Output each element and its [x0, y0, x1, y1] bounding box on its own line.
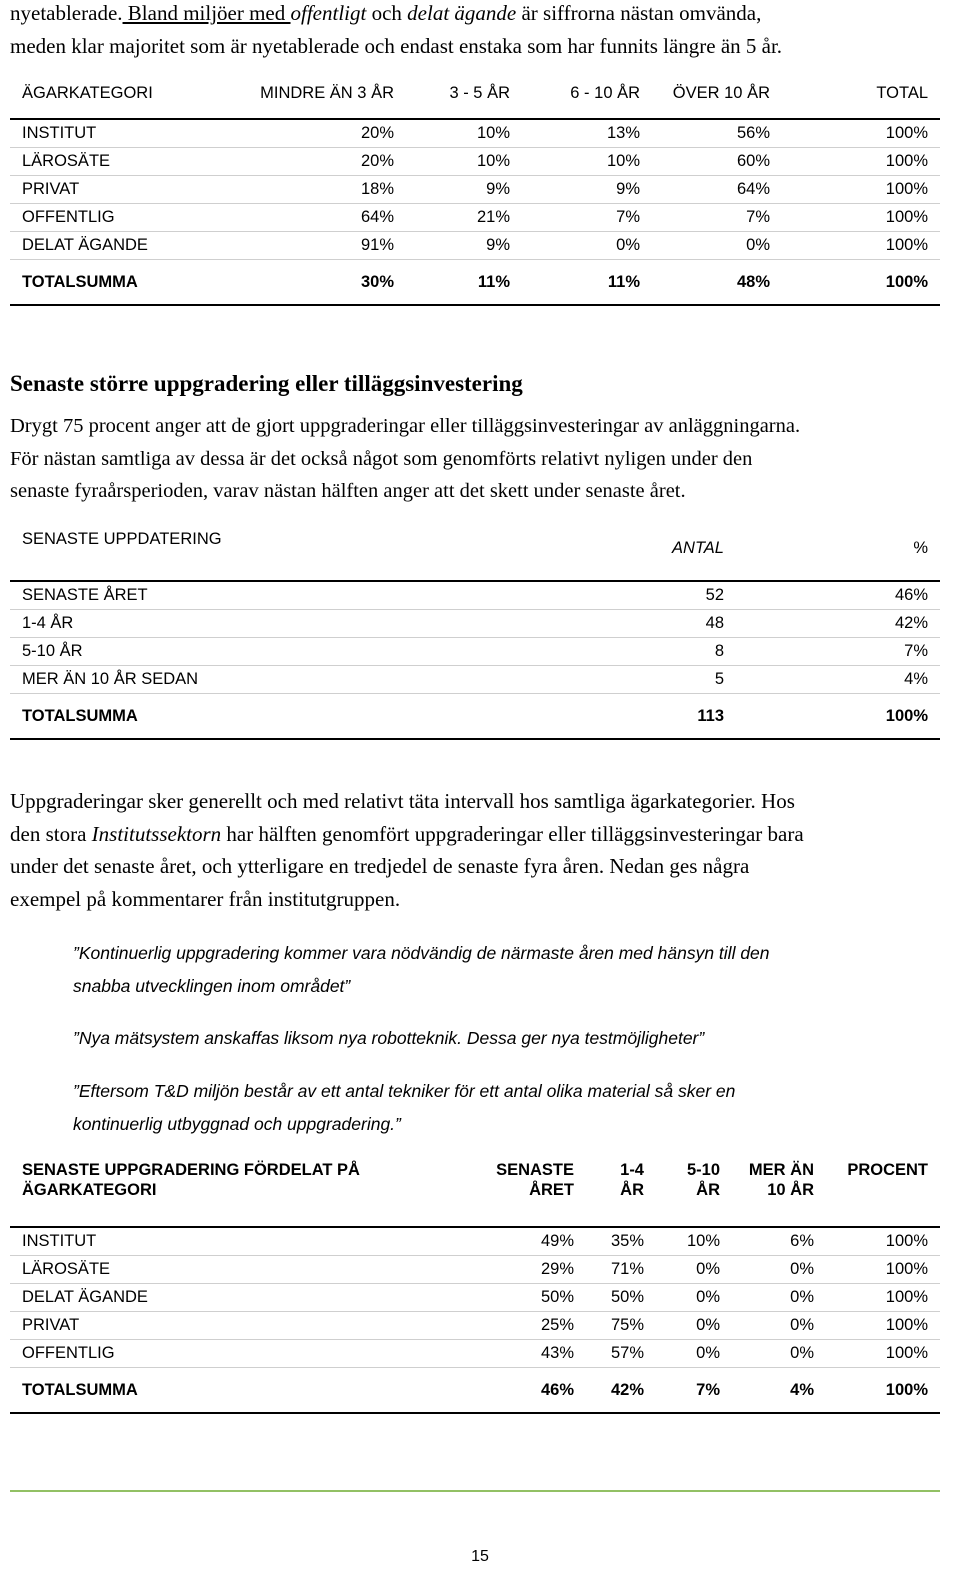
column-header — [826, 1152, 940, 1227]
paragraph-text: har hälften genomfört uppgraderingar eller tilläggsinvesteringar bara — [221, 821, 804, 846]
header-line: ÅRET — [529, 1181, 574, 1199]
intro-text: är siffrorna nästan omvända, — [516, 1, 762, 25]
row-label: OFFENTLIG — [10, 204, 210, 232]
intro-italic-offentligt: offentligt — [290, 1, 367, 25]
row-label: TOTALSUMMA — [10, 694, 480, 740]
table-cell: 8 — [480, 638, 736, 666]
table-cell: 64% — [652, 176, 782, 204]
table-cell: 0% — [656, 1256, 732, 1284]
header-line: ÅR — [620, 1181, 644, 1199]
table-cell: 7% — [652, 204, 782, 232]
table-cell: 100% — [782, 119, 940, 148]
column-header: MINDRE ÄN 3 ÅR — [260, 83, 394, 102]
column-header: SENASTE UPPDATERING — [22, 530, 222, 548]
paragraph-line: senaste fyraårsperioden, varav nästan hälften anger att det skett under senaste året. — [10, 480, 686, 502]
row-label: PRIVAT — [10, 1312, 450, 1340]
column-header — [586, 1152, 656, 1227]
table-total-row — [10, 260, 940, 306]
table-cell: 50% — [450, 1284, 586, 1312]
table-row — [10, 232, 940, 260]
table-cell: 100% — [826, 1227, 940, 1256]
table-total-row — [10, 694, 940, 740]
table-cell: 9% — [522, 176, 652, 204]
table-row — [10, 1312, 940, 1340]
row-label: TOTALSUMMA — [10, 260, 210, 306]
quote-3 — [73, 1075, 893, 1141]
header-line: 5-10 — [686, 1161, 720, 1179]
table-row — [10, 581, 940, 610]
table-cell: 49% — [450, 1227, 586, 1256]
table-cell: 48 — [480, 610, 736, 638]
table-cell: 0% — [732, 1340, 826, 1368]
column-header: ÖVER 10 ÅR — [672, 83, 770, 102]
row-label: TOTALSUMMA — [10, 1368, 450, 1414]
paragraph-line: För nästan samtliga av dessa är det också något som genomförts relativt nyligen under den — [10, 447, 753, 470]
table-row — [10, 1284, 940, 1312]
table-cell: 0% — [732, 1284, 826, 1312]
paragraph-line: Drygt 75 procent anger att de gjort uppgraderingar eller tilläggsinvesteringar av anläggningarna. — [10, 415, 801, 437]
row-label: DELAT ÄGANDE — [10, 232, 210, 260]
row-label: OFFENTLIG — [10, 1340, 450, 1368]
table-cell: 0% — [652, 232, 782, 260]
quote-line: snabba utvecklingen inom området” — [73, 976, 351, 996]
table-cell: 57% — [586, 1340, 656, 1368]
table-cell: 30% — [210, 260, 406, 306]
intro-paragraph — [10, 0, 950, 62]
table-cell: 100% — [782, 232, 940, 260]
upgrade-frequency-paragraph — [10, 785, 950, 915]
table-cell: 0% — [656, 1284, 732, 1312]
quote-1 — [73, 937, 893, 1003]
table-cell: 6% — [732, 1227, 826, 1256]
table-row — [10, 148, 940, 176]
latest-update-table — [10, 516, 940, 740]
table-cell: 9% — [406, 176, 522, 204]
table-cell: 18% — [210, 176, 406, 204]
table-cell: 100% — [826, 1284, 940, 1312]
table-row — [10, 666, 940, 694]
column-header — [656, 1152, 732, 1227]
quote-2 — [73, 1022, 893, 1055]
table-cell: 5 — [480, 666, 736, 694]
section-heading: Senaste större uppgradering eller tilläggsinvestering — [10, 371, 523, 396]
intro-line-2: meden klar majoritet som är nyetablerade och endast enstaka som har funnits längre än 5 år. — [10, 33, 783, 58]
table-cell: 29% — [450, 1256, 586, 1284]
intro-text: nyetablerade. — [10, 1, 123, 25]
intro-text: och — [366, 1, 408, 25]
upgrade-paragraph — [10, 410, 950, 508]
table-cell: 25% — [450, 1312, 586, 1340]
column-header: ÄGARKATEGORI — [22, 83, 153, 102]
ownership-age-table — [10, 68, 940, 306]
table-cell: 100% — [782, 204, 940, 232]
column-header — [450, 1152, 586, 1227]
table-cell: 71% — [586, 1256, 656, 1284]
table-cell: 43% — [450, 1340, 586, 1368]
row-label: INSTITUT — [10, 119, 210, 148]
table-cell: 0% — [522, 232, 652, 260]
footer-divider — [10, 1490, 940, 1492]
table-row — [10, 610, 940, 638]
table-cell: 60% — [652, 148, 782, 176]
table-cell: 100% — [782, 260, 940, 306]
row-label: MER ÄN 10 ÅR SEDAN — [10, 666, 480, 694]
paragraph-line: exempel på kommentarer från institutgruppen. — [10, 886, 401, 911]
intro-text: Bland miljöer med — [122, 1, 291, 25]
table-cell: 10% — [656, 1227, 732, 1256]
table-cell: 91% — [210, 232, 406, 260]
table-header-row — [10, 516, 940, 581]
column-header: % — [913, 538, 928, 557]
table-cell: 11% — [522, 260, 652, 306]
quote-line: kontinuerlig utbyggnad och uppgradering.” — [73, 1114, 401, 1134]
intro-italic-delat-agande: delat ägande — [407, 1, 517, 25]
header-line: ÅR — [696, 1181, 720, 1199]
paragraph-line: Uppgraderingar sker generellt och med relativt täta intervall hos samtliga ägarkategorier. Hos — [10, 789, 795, 813]
table-cell: 42% — [586, 1368, 656, 1414]
table-cell: 20% — [210, 119, 406, 148]
table-cell: 48% — [652, 260, 782, 306]
table-cell: 9% — [406, 232, 522, 260]
column-header — [10, 1152, 450, 1227]
column-header: 3 - 5 ÅR — [449, 83, 510, 102]
table-header-row — [10, 68, 940, 119]
column-header: 6 - 10 ÅR — [570, 83, 640, 102]
table-cell: 7% — [656, 1368, 732, 1414]
paragraph-text: den stora — [10, 821, 92, 846]
table-cell: 100% — [826, 1256, 940, 1284]
paragraph-line — [10, 818, 950, 851]
table-row — [10, 204, 940, 232]
table-cell: 11% — [406, 260, 522, 306]
intro-line-1 — [10, 0, 950, 30]
table-cell: 42% — [736, 610, 940, 638]
table-header-row — [10, 1152, 940, 1227]
table-cell: 100% — [782, 176, 940, 204]
row-label: LÄROSÄTE — [10, 1256, 450, 1284]
table-cell: 100% — [826, 1368, 940, 1414]
row-label: 5-10 ÅR — [10, 638, 480, 666]
row-label: PRIVAT — [10, 176, 210, 204]
upgrade-by-owner-table — [10, 1152, 940, 1414]
table-row — [10, 1340, 940, 1368]
header-line: ÄGARKATEGORI — [22, 1181, 157, 1199]
table-cell: 100% — [826, 1340, 940, 1368]
header-line: 1-4 — [620, 1161, 644, 1179]
table-cell: 7% — [522, 204, 652, 232]
italic-institutssektorn: Institutssektorn — [91, 821, 222, 846]
table-cell: 0% — [732, 1256, 826, 1284]
table-cell: 4% — [736, 666, 940, 694]
row-label: 1-4 ÅR — [10, 610, 480, 638]
row-label: DELAT ÄGANDE — [10, 1284, 450, 1312]
table-row — [10, 1256, 940, 1284]
table-cell: 0% — [732, 1312, 826, 1340]
table-cell: 64% — [210, 204, 406, 232]
column-header — [732, 1152, 826, 1227]
header-line: SENASTE — [496, 1161, 574, 1179]
row-label: INSTITUT — [10, 1227, 450, 1256]
table-cell: 46% — [736, 581, 940, 610]
table-cell: 10% — [406, 119, 522, 148]
header-line: MER ÄN — [748, 1161, 814, 1179]
table-row — [10, 638, 940, 666]
table-cell: 4% — [732, 1368, 826, 1414]
column-header: TOTAL — [876, 83, 928, 102]
page-number: 15 — [471, 1548, 489, 1565]
table-cell: 0% — [656, 1340, 732, 1368]
paragraph-line: under det senaste året, och ytterligare en tredjedel de senaste fyra åren. Nedan ges några — [10, 854, 750, 878]
table-cell: 100% — [782, 148, 940, 176]
table-cell: 52 — [480, 581, 736, 610]
table-cell: 100% — [736, 694, 940, 740]
table-cell: 7% — [736, 638, 940, 666]
table-cell: 13% — [522, 119, 652, 148]
table-cell: 0% — [656, 1312, 732, 1340]
quote-line: ”Nya mätsystem anskaffas liksom nya robotteknik. Dessa ger nya testmöjligheter” — [73, 1028, 705, 1048]
header-line: PROCENT — [847, 1161, 928, 1179]
table-cell: 10% — [522, 148, 652, 176]
table-cell: 20% — [210, 148, 406, 176]
header-line: 10 ÅR — [767, 1181, 814, 1199]
quote-line: ”Eftersom T&D miljön består av ett antal tekniker för ett antal olika material så sker en — [73, 1081, 736, 1101]
table-cell: 100% — [826, 1312, 940, 1340]
row-label: SENASTE ÅRET — [10, 581, 480, 610]
table-cell: 10% — [406, 148, 522, 176]
quote-line: ”Kontinuerlig uppgradering kommer vara nödvändig de närmaste åren med hänsyn till den — [73, 943, 770, 963]
table-total-row — [10, 1368, 940, 1414]
table-row — [10, 1227, 940, 1256]
table-row — [10, 176, 940, 204]
table-cell: 113 — [480, 694, 736, 740]
table-cell: 46% — [450, 1368, 586, 1414]
table-cell: 21% — [406, 204, 522, 232]
table-cell: 75% — [586, 1312, 656, 1340]
header-line: SENASTE UPPGRADERING FÖRDELAT PÅ — [22, 1161, 360, 1179]
table-cell: 50% — [586, 1284, 656, 1312]
row-label: LÄROSÄTE — [10, 148, 210, 176]
table-cell: 56% — [652, 119, 782, 148]
table-row — [10, 119, 940, 148]
table-cell: 35% — [586, 1227, 656, 1256]
column-header: ANTAL — [672, 538, 724, 557]
